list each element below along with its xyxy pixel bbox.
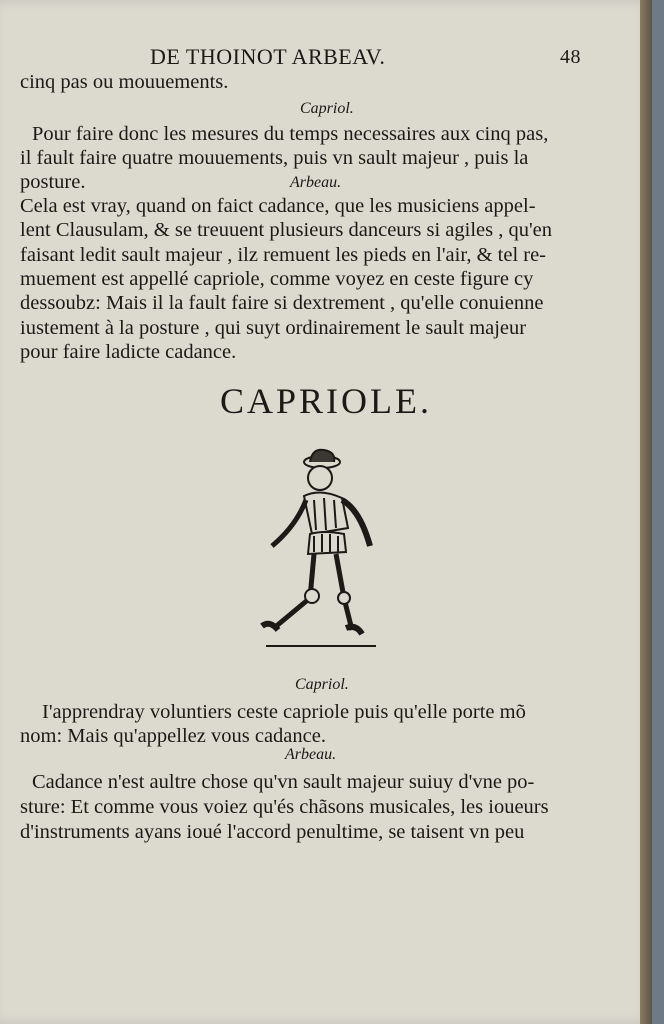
text-line: d'instruments ayans ioué l'accord penultime, se taisent vn peu: [20, 821, 525, 843]
text-line: pour faire ladicte cadance.: [20, 341, 237, 363]
text-line: Cadance n'est aultre chose qu'vn sault majeur suiuy d'vne po-: [32, 771, 535, 793]
text-line: posture.: [20, 171, 86, 193]
page-number: 48: [560, 46, 581, 68]
speaker-label: Arbeau.: [285, 746, 337, 763]
speaker-label: Arbeau.: [290, 174, 342, 191]
text-line: iustement à la posture , qui suyt ordinairement le sault majeur: [20, 317, 527, 339]
text-line: cinq pas ou mouuements.: [20, 71, 229, 93]
header-title: DE THOINOT ARBEAV.: [150, 44, 386, 69]
text-line: Cela est vray, quand on faict cadance, que les musiciens appel-: [20, 195, 536, 217]
text-line: nom: Mais qu'appellez vous cadance.: [20, 725, 326, 747]
text-line: il fault faire quatre mouuements, puis vn sault majeur , puis la: [20, 147, 529, 169]
text-line: I'apprendray voluntiers ceste capriole puis qu'elle porte mõ: [42, 701, 526, 723]
speaker-label: Capriol.: [300, 100, 354, 117]
text-line: muement est appellé capriole, comme voyez en ceste figure cy: [20, 268, 534, 290]
text-line: lent Clausulam, & se treuuent plusieurs danceurs si agiles , qu'en: [20, 219, 553, 241]
speaker-label: Capriol.: [295, 676, 349, 693]
text-line: faisant ledit sault majeur , ilz remuent les pieds en l'air, & tel re-: [20, 244, 547, 266]
capriole-dancer-icon: [252, 448, 392, 653]
text-line: Pour faire donc les mesures du temps necessaires aux cinq pas,: [32, 123, 549, 145]
page-edge: [640, 0, 652, 1024]
text-line: dessoubz: Mais il la fault faire si dextrement , qu'elle conuienne: [20, 292, 544, 314]
section-heading: CAPRIOLE.: [219, 381, 432, 421]
text-line: sture: Et comme vous voiez qu'és chãsons musicales, les ioueurs: [20, 796, 549, 818]
